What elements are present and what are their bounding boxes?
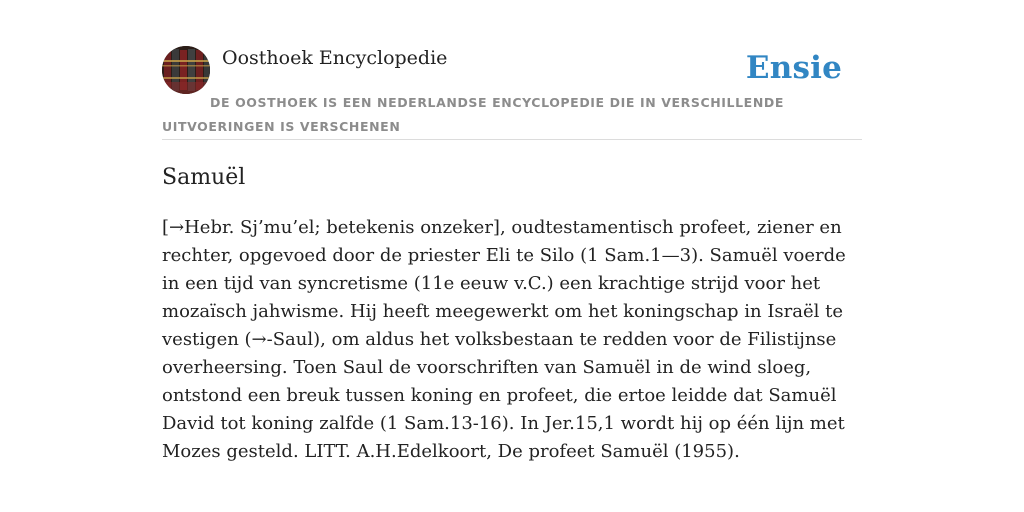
site-title[interactable]: Oosthoek Encyclopedie — [222, 47, 448, 69]
entry-body: [→Hebr. Sj’mu’el; betekenis onzeker], oudtestamentisch profeet, ziener en rechter, opgevoed door de priester Eli te Silo (1 Sam.1—3). Samuël voerde in een tijd van syncretisme (11e eeuw v.C.) een krachtige strijd voor het mozaïsch jahwisme. Hij heeft meegewerkt om het koningschap in Israël te vestigen (→-Saul), om aldus het volksbestaan te redden voor de Filistijnse overheersing. Toen Saul de voorschriften van Samuël in de wind sloeg, ontstond een breuk tussen koning en profeet, die ertoe leidde dat Samuël David tot koning zalfde (1 Sam.13-16). In Jer.15,1 wordt hij op één lijn met Mozes gesteld. LITT. A.H.Edelkoort, De profeet Samuël (1955). — [162, 217, 846, 462]
ensie-logo[interactable]: Ensie — [745, 50, 842, 86]
encyclopedia-entry — [162, 162, 862, 466]
encyclopedia-books-avatar[interactable] — [162, 46, 210, 94]
site-header — [162, 46, 862, 140]
site-tagline: DE OOSTHOEK IS EEN NEDERLANDSE ENCYCLOPEDIE DIE IN VERSCHILLENDE UITVOERINGEN IS VERSCHENEN — [162, 95, 784, 134]
books-image — [162, 46, 210, 94]
entry-title: Samuël — [162, 165, 246, 190]
